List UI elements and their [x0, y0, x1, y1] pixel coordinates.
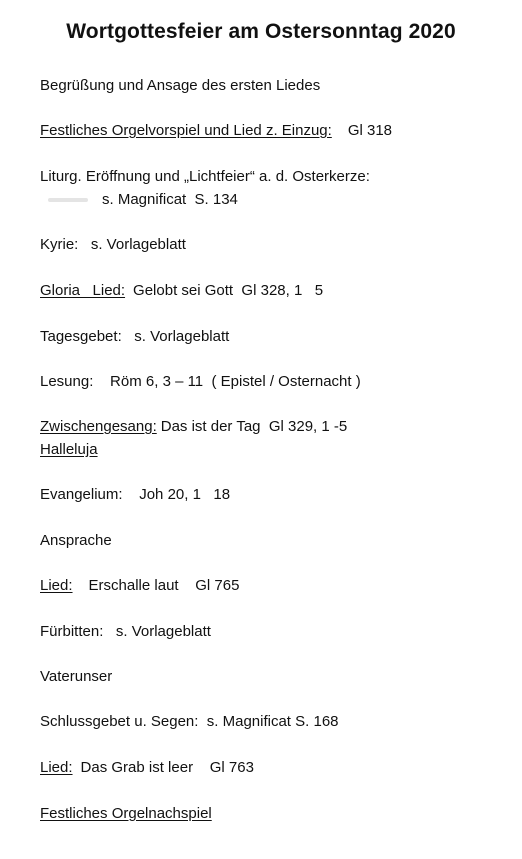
orgelvorspiel-label: Festliches Orgelvorspiel und Lied z. Einzug:: [40, 122, 332, 139]
smudge-mark: [48, 198, 88, 202]
zwischengesang-ref: Das ist der Tag Gl 329, 1 -5: [160, 418, 348, 435]
lied-1-label: Lied:: [40, 577, 73, 594]
item-vaterunser: Vaterunser: [40, 668, 113, 685]
item-tagesgebet: Tagesgebet: s. Vorlageblatt: [40, 328, 230, 345]
item-evangelium: Evangelium: Joh 20, 1 18: [40, 486, 231, 503]
item-lied-1: [40, 577, 239, 595]
lied-2-label: Lied:: [40, 759, 73, 776]
item-orgelnachspiel: Festliches Orgelnachspiel: [40, 805, 212, 822]
item-begruessung: Begrüßung und Ansage des ersten Liedes: [40, 77, 321, 94]
item-halleluja: Halleluja: [40, 441, 98, 458]
gloria-label: Gloria Lied:: [40, 282, 126, 299]
item-kyrie: Kyrie: s. Vorlageblatt: [40, 236, 186, 253]
lied-2-ref: Das Grab ist leer Gl 763: [80, 759, 254, 776]
page-title: Wortgottesfeier am Ostersonntag 2020: [66, 20, 456, 43]
item-zwischengesang: [40, 418, 347, 436]
lied-1-ref: Erschalle laut Gl 765: [88, 577, 240, 594]
item-eroeffnung-ref: [48, 191, 238, 209]
item-lesung: Lesung: Röm 6, 3 – 11 ( Epistel / Osternacht ): [40, 373, 361, 390]
item-fuerbitten: Fürbitten: s. Vorlageblatt: [40, 623, 211, 640]
item-gloria: [40, 282, 323, 300]
item-ansprache: Ansprache: [40, 532, 112, 549]
item-lied-2: [40, 759, 254, 777]
zwischengesang-label: Zwischengesang:: [40, 418, 157, 435]
gloria-ref: Gelobt sei Gott Gl 328, 1 5: [133, 282, 324, 299]
item-schlussgebet: Schlussgebet u. Segen: s. Magnificat S. 168: [40, 713, 339, 730]
eroeffnung-ref-text: s. Magnificat S. 134: [102, 191, 238, 208]
item-eroeffnung: Liturg. Eröffnung und „Lichtfeier“ a. d. Osterkerze:: [40, 168, 370, 185]
orgelvorspiel-ref: Gl 318: [347, 122, 393, 139]
item-orgelvorspiel: [40, 122, 392, 140]
